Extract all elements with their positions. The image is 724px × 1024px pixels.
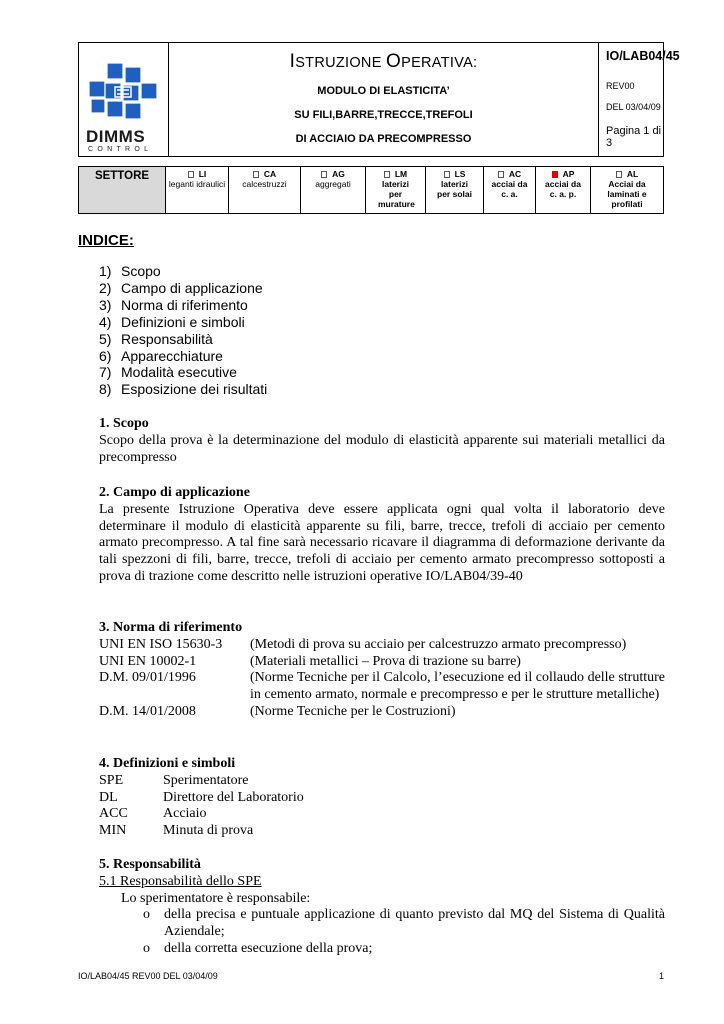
norm-row: D.M. 09/01/1996 (Norme Tecniche per il Calcolo, l’esecuzione ed il collaudo delle strutture in cemento armato, normale e precompresso e per le strutture metalliche) (99, 670, 665, 703)
subtitle-line-3: DI ACCIAIO DA PRECOMPRESSO (295, 133, 472, 145)
norm-row: D.M. 14/01/2008 (Norme Tecniche per le Costruzioni) (99, 703, 456, 719)
dimms-logo-icon (87, 57, 159, 125)
index-item: 1) Scopo (99, 263, 161, 279)
reference-cell (600, 43, 680, 156)
index-item: 8) Esposizione dei risultati (99, 381, 268, 398)
bullet-item: o della precisa e puntuale applicazione di quanto previsto dal MQ del Sistema di Qualità Aziendale; (99, 907, 665, 941)
section-title: 5. Responsabilità (99, 857, 201, 872)
sector-ac[interactable]: AC acciai da c. a. (484, 167, 536, 213)
definition-row: ACC Acciaio (99, 806, 207, 822)
checkbox-icon[interactable] (444, 171, 450, 178)
index-item: 6) Apparecchiature (99, 347, 223, 364)
sector-ls[interactable]: LS laterizi per solai (426, 167, 484, 213)
checkbox-checked-icon[interactable] (552, 171, 558, 178)
bullet-item: o della corretta esecuzione della prova; (99, 941, 665, 958)
checkbox-icon[interactable] (616, 171, 622, 178)
sector-table (78, 166, 664, 214)
subtitle-line-1: MODULO DI ELASTICITA’ (317, 85, 450, 97)
sector-label: SETTORE (79, 167, 166, 213)
section-text: Scopo della prova è la determinazione del modulo di elasticità apparente sui materiali metallici da precompresso (99, 432, 665, 465)
sector-al[interactable]: AL Acciai da laminati e profilati (607, 169, 647, 209)
checkbox-icon[interactable] (321, 171, 327, 178)
section-scopo (99, 416, 665, 466)
index-item: 4) Definizioni e simboli (99, 313, 245, 330)
index-item: 7) Modalità esecutive (99, 364, 237, 381)
title-cell (169, 43, 599, 156)
index-title: INDICE: (78, 232, 134, 249)
intro-text: Lo sperimentatore è responsabile: (121, 890, 311, 906)
norm-row: UNI EN 10002-1 (Materiali metallici – Prova di trazione su barre) (99, 653, 521, 669)
section-title: 1. Scopo (99, 416, 149, 431)
section-campo (99, 485, 665, 586)
document-title: ISTRUZIONE OPERATIVA: (289, 51, 478, 72)
index-item: 3) Norma di riferimento (99, 296, 248, 313)
index-item: 2) Campo di applicazione (99, 279, 263, 296)
section-title: 4. Definizioni e simboli (99, 756, 236, 771)
bullet-icon: o (143, 940, 150, 956)
definition-row: DL Direttore del Laboratorio (99, 789, 304, 805)
sector-ap[interactable]: AP acciai da c. a. p. (536, 167, 591, 213)
revision: REV00 (606, 81, 635, 91)
footer-page-number: 1 (658, 971, 664, 981)
footer-reference: IO/LAB04/45 REV00 DEL 03/04/09 (78, 971, 218, 981)
index-list (99, 263, 267, 398)
revision-date: DEL 03/04/09 (606, 102, 661, 112)
logo-subtitle: CONTROL (88, 146, 153, 153)
sector-ag[interactable]: AG aggregati (301, 167, 366, 213)
document-code: IO/LAB04/45 (606, 49, 680, 63)
section-title: 2. Campo di applicazione (99, 485, 250, 500)
section-title: 3. Norma di riferimento (99, 620, 243, 635)
checkbox-icon[interactable] (253, 171, 259, 178)
page-counter: Pagina 1 di 3 (606, 125, 662, 149)
logo-cell (79, 43, 169, 156)
index-item: 5) Responsabilità (99, 330, 213, 347)
section-text: La presente Istruzione Operativa deve essere applicata ogni qual volta il laboratorio deve determinare il modulo di elasticità apparente su fili, barre, trecce, trefoli di acciaio per cemento armato precompresso. A tal fine sarà necessario ricavare il diagramma di deformazione derivante da tali spezzoni di fili, barre, trecce, trefoli di acciaio per cemento armato precompresso sottoposti a prova di trazione come descritto nelle istruzioni operative IO/LAB04/39-40 (99, 501, 665, 584)
section-norma (99, 620, 665, 721)
checkbox-icon[interactable] (384, 171, 390, 178)
page-footer (78, 971, 664, 981)
document-header (78, 42, 680, 157)
bullet-icon: o (143, 907, 150, 923)
sector-ca[interactable]: CA calcestruzzi (229, 167, 301, 213)
logo-word: DIMMS (86, 127, 146, 146)
sector-li[interactable]: LI leganti idraulici (166, 167, 229, 213)
subtitle-line-2: SU FILI,BARRE,TRECCE,TREFOLI (294, 109, 473, 121)
section-responsabilita (99, 857, 665, 958)
subsection-title: 5.1 Responsabilità dello SPE (99, 873, 262, 889)
section-definizioni (99, 756, 665, 840)
checkbox-icon[interactable] (188, 171, 194, 178)
checkbox-icon[interactable] (498, 171, 504, 178)
definition-row: MIN Minuta di prova (99, 823, 254, 839)
norm-row: UNI EN ISO 15630-3 (Metodi di prova su acciaio per calcestruzzo armato precompresso) (99, 636, 627, 652)
definition-row: SPE Sperimentatore (99, 772, 249, 788)
sector-lm[interactable]: LM laterizi per murature (366, 167, 426, 213)
